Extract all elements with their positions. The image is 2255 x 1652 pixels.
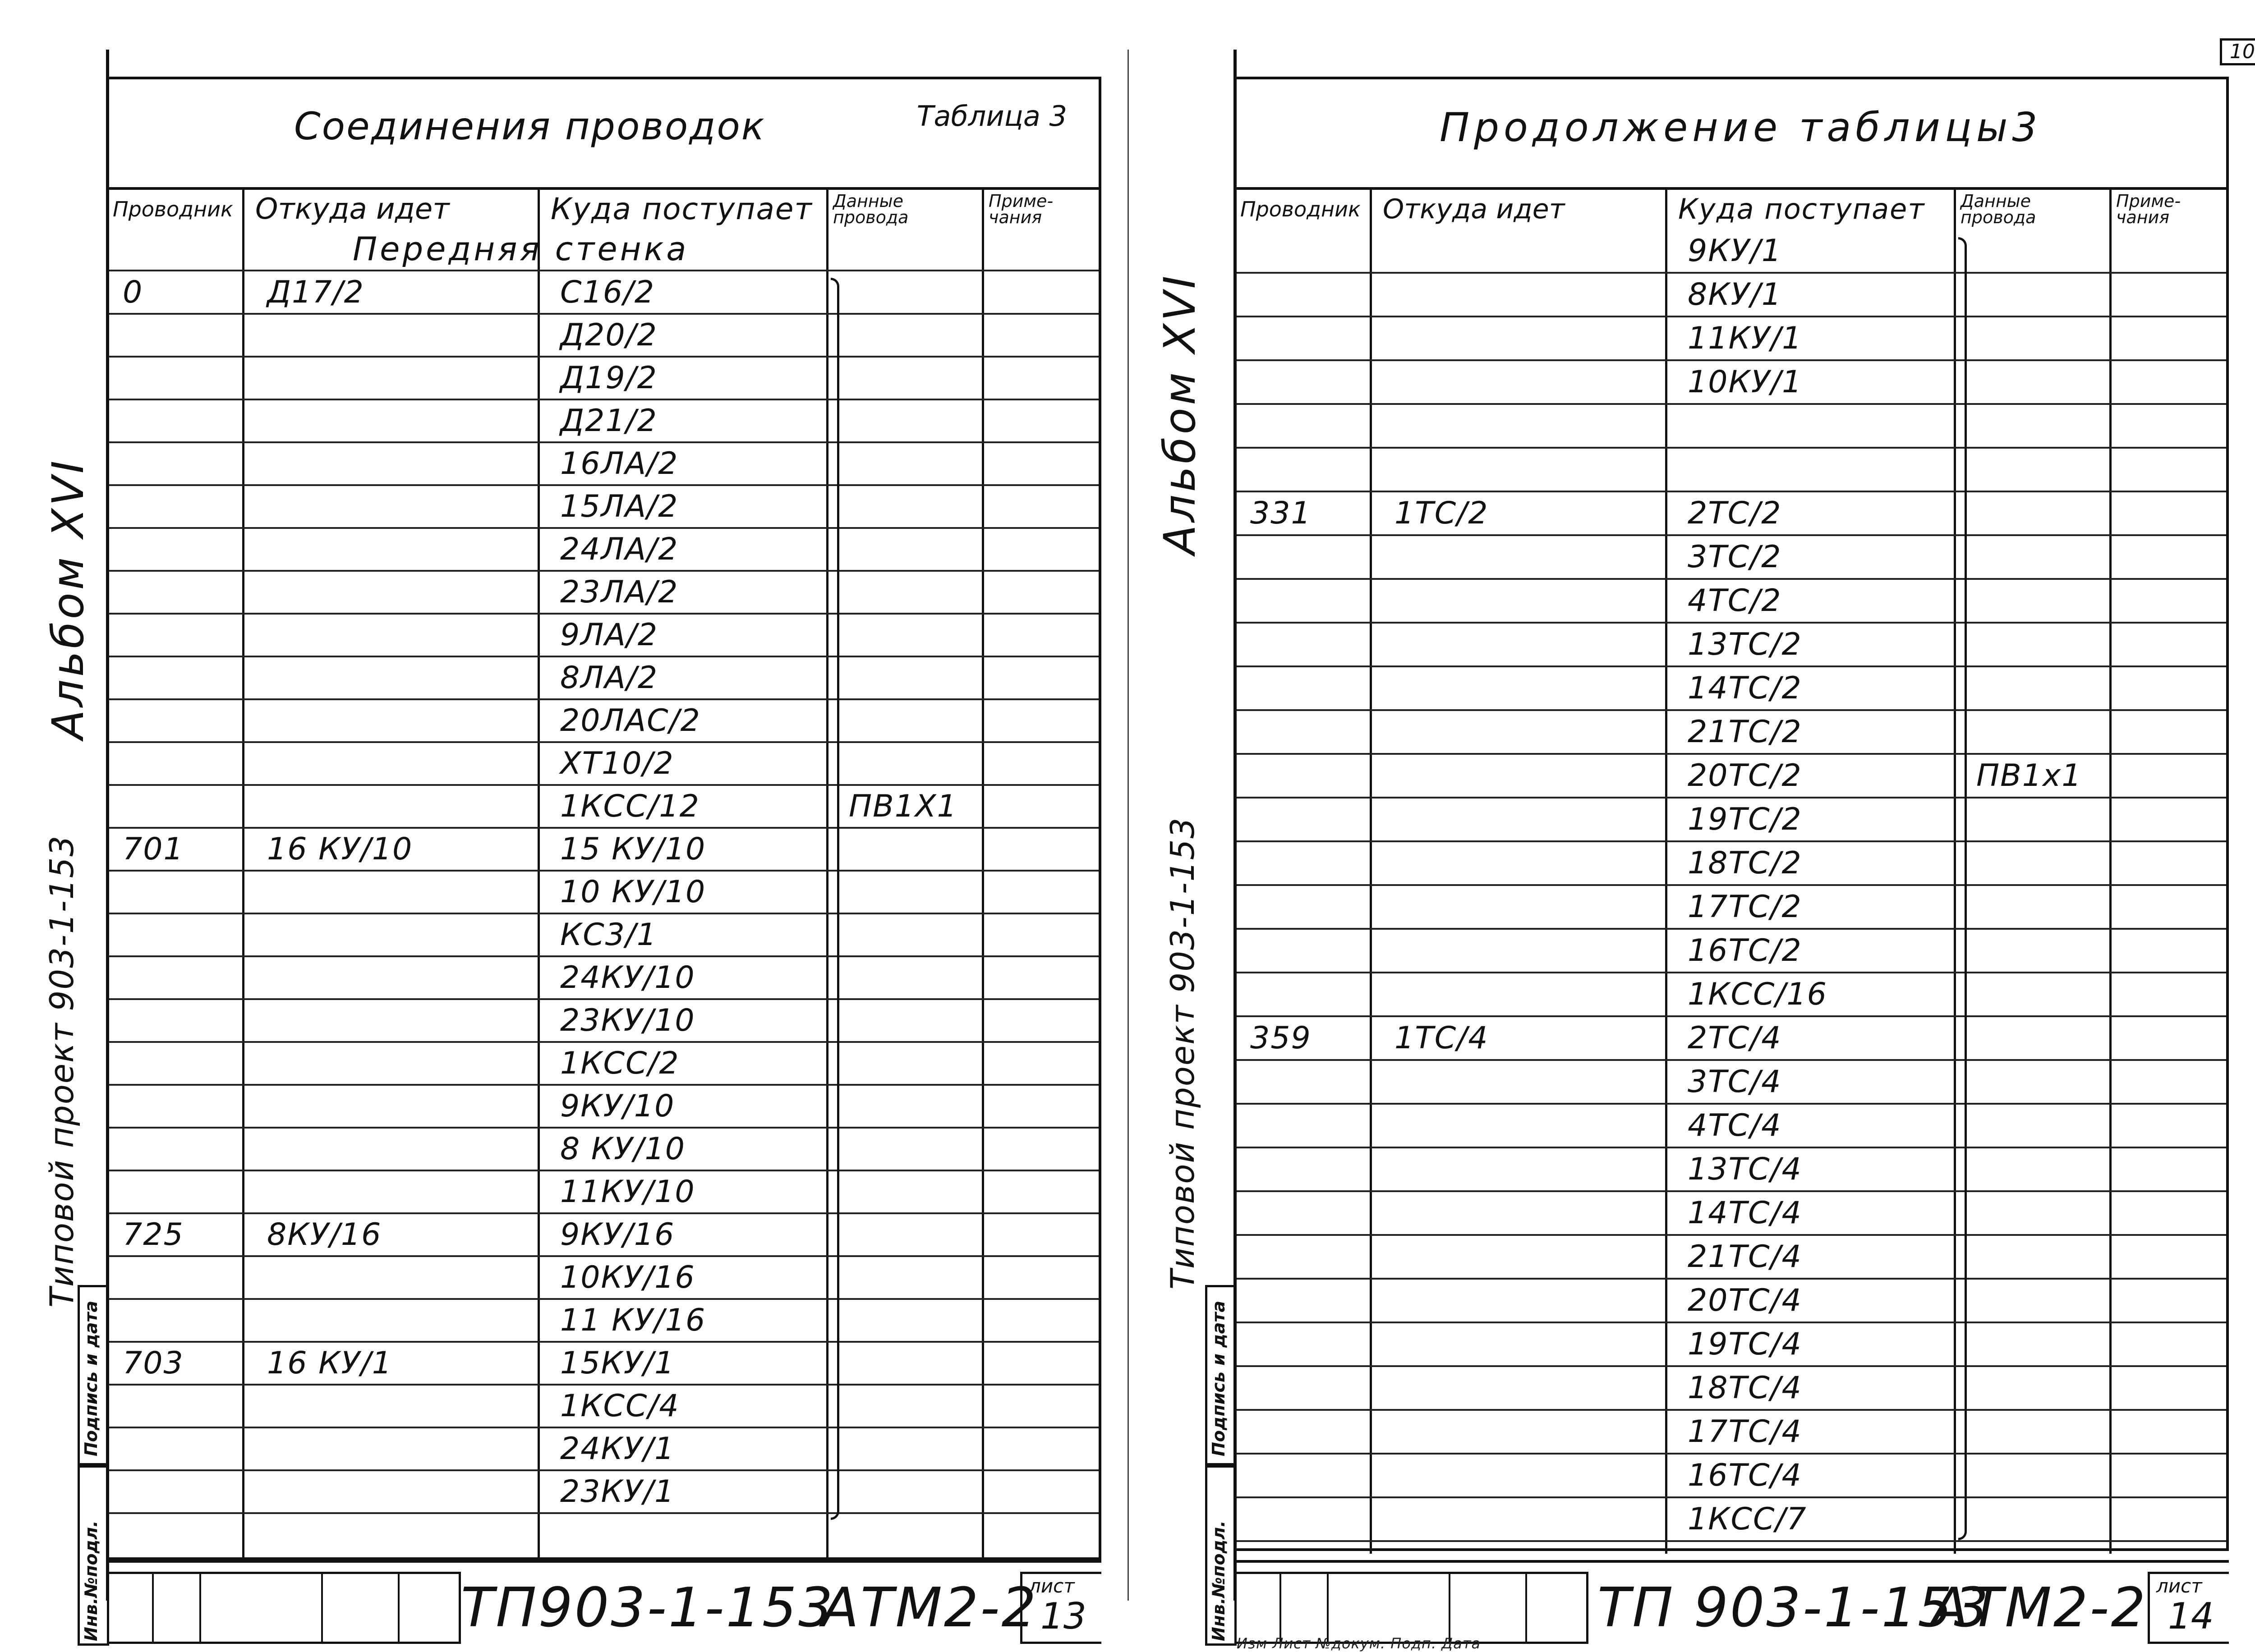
cell-to: Д20/2: [560, 317, 658, 353]
signature-date-label: Подпись и дата: [1209, 1300, 1229, 1456]
wiring-table-left: [109, 77, 1101, 1560]
cell-to: 20ЛАС/2: [560, 703, 701, 739]
cell-to: 9КУ/1: [1688, 233, 1782, 269]
sheet-left: [81, 50, 1101, 1641]
col-header-conductor: Проводник: [1237, 190, 1372, 228]
cell-to: 24КУ/1: [560, 1431, 675, 1467]
stamp-revision-grid: [1237, 1572, 1588, 1644]
title-block-right: [1237, 1560, 2229, 1652]
cell-conductor: 703: [123, 1345, 184, 1381]
page-number: 10: [2220, 38, 2255, 65]
cell-to: 16ЛА/2: [560, 446, 679, 482]
col-header-to: Куда поступает: [540, 190, 828, 228]
drawing-code: ТП903-1-153: [461, 1577, 835, 1639]
cell-to: 9КУ/16: [560, 1217, 675, 1253]
table-header-right: [1237, 79, 2226, 190]
cell-to: 11КУ/10: [560, 1174, 695, 1210]
row-divider: [1237, 1540, 2226, 1542]
sheet-label: лист: [1029, 1575, 1075, 1597]
stamp-grid-line: [1449, 1572, 1450, 1644]
cell-to: 8КУ/1: [1688, 277, 1782, 312]
project-label-right: Типовой проект 903-1-153: [1164, 817, 1201, 1289]
page-fold: [1128, 50, 1129, 1601]
col-divider: [826, 190, 828, 1563]
col-header-notes: Приме-чания: [989, 191, 1054, 227]
table-title: Продолжение таблицы3: [1440, 104, 2042, 151]
project-label-left: Типовой проект 903-1-153: [43, 835, 81, 1308]
col-divider: [982, 190, 984, 1563]
cell-to: 2ТС/4: [1688, 1020, 1782, 1056]
cell-to: 24КУ/10: [560, 960, 695, 996]
cell-to: 15ЛА/2: [560, 489, 679, 524]
cell-to: 1КСС/2: [560, 1046, 680, 1081]
sheet-number: 13: [1040, 1595, 1086, 1637]
cell-from: Д17/2: [267, 275, 364, 310]
cell-from: 16 КУ/1: [267, 1345, 393, 1381]
cell-to: 23КУ/10: [560, 1003, 695, 1038]
cell-to: 19ТС/2: [1688, 802, 1802, 837]
cell-to: 9ЛА/2: [560, 617, 658, 653]
col-header-wire: Данные провода: [828, 190, 984, 228]
stamp-grid-line: [152, 1572, 154, 1644]
cell-to: 18ТС/4: [1688, 1370, 1802, 1406]
row-divider: [1237, 403, 2226, 405]
table-header-left: [109, 79, 1099, 190]
col-divider: [1665, 190, 1667, 1554]
cell-to: КС3/1: [560, 917, 658, 953]
sheet-right: [1209, 40, 2255, 1652]
cell-conductor: 331: [1250, 496, 1312, 531]
cell-conductor: 725: [123, 1217, 184, 1253]
cell-to: 15 КУ/10: [560, 831, 706, 867]
wiring-table-right: [1237, 77, 2229, 1551]
album-label-right: Альбом XVI: [1155, 273, 1205, 555]
col-header-from: Откуда идет: [1372, 190, 1667, 228]
cell-to: 19ТС/4: [1688, 1326, 1802, 1362]
cell-wire-spec: ПВ1х1: [1976, 758, 2082, 794]
cell-from: 16 КУ/10: [267, 831, 413, 867]
cell-to: 1КСС/7: [1688, 1501, 1807, 1537]
col-header-notes: Приме-чания: [2116, 191, 2181, 227]
cell-to: 16ТС/4: [1688, 1458, 1802, 1493]
col-divider: [538, 190, 540, 1563]
inventory-label: Инв.№подл.: [81, 1520, 101, 1641]
section-title: Передняя стенка: [353, 230, 689, 268]
col-header-from: Откуда идет: [244, 190, 540, 228]
cell-conductor: 701: [123, 831, 184, 867]
stamp-grid-line: [1327, 1572, 1329, 1644]
stamp-grid-line: [398, 1572, 400, 1644]
cell-to: 11 КУ/16: [560, 1303, 706, 1338]
cell-conductor: 359: [1250, 1020, 1312, 1056]
cell-to: 14ТС/2: [1688, 670, 1802, 706]
cell-to: 10КУ/16: [560, 1260, 695, 1295]
stamp-revision-grid: [109, 1572, 461, 1644]
cell-to: 8ЛА/2: [560, 660, 658, 696]
cell-to: 8 КУ/10: [560, 1131, 686, 1167]
album-label-left: Альбом XVI: [43, 458, 93, 739]
cell-conductor: 0: [123, 275, 143, 310]
document-code: АТМ2-2: [822, 1577, 1038, 1639]
cell-to: 15КУ/1: [560, 1345, 675, 1381]
stamp-grid-line: [1279, 1572, 1281, 1644]
cell-to: 23КУ/1: [560, 1474, 675, 1510]
sheet-label: лист: [2156, 1575, 2202, 1597]
cell-wire-spec: ПВ1Х1: [849, 789, 957, 824]
cell-to: 24ЛА/2: [560, 532, 679, 567]
col-divider: [2109, 190, 2112, 1554]
cell-to: 21ТС/4: [1688, 1239, 1802, 1275]
cell-to: 11КУ/1: [1688, 321, 1803, 356]
cell-to: 21ТС/2: [1688, 714, 1802, 750]
cell-to: С16/2: [560, 275, 655, 310]
wire-spec-brace: [831, 278, 839, 1520]
col-divider: [1370, 190, 1372, 1554]
cell-to: 1КСС/12: [560, 789, 700, 824]
cell-to: 3ТС/4: [1688, 1064, 1782, 1100]
col-header-conductor: Проводник: [109, 190, 244, 228]
cell-to: Д19/2: [560, 360, 658, 396]
cell-to: 23ЛА/2: [560, 574, 679, 610]
stamp-grid-line: [199, 1572, 201, 1644]
row-divider: [109, 1512, 1099, 1514]
drawing-code: ТП 903-1-153: [1597, 1577, 1990, 1639]
cell-to: 20ТС/2: [1688, 758, 1802, 794]
cell-to: 14ТС/4: [1688, 1195, 1802, 1231]
signature-date-label: Подпись и дата: [81, 1300, 101, 1456]
cell-to: 9КУ/10: [560, 1088, 675, 1124]
wire-spec-brace: [1958, 237, 1967, 1540]
col-header-to: Куда поступает: [1667, 190, 1956, 228]
cell-to: 4ТС/4: [1688, 1108, 1782, 1143]
sheet-number-box: [1020, 1572, 1101, 1644]
stamp-grid-line: [1525, 1572, 1527, 1644]
cell-to: 20ТС/4: [1688, 1283, 1802, 1318]
cell-to: 4ТС/2: [1688, 583, 1782, 619]
table-title: Соединения проводок: [294, 104, 766, 148]
cell-to: 17ТС/2: [1688, 889, 1802, 925]
title-block-left: [109, 1560, 1101, 1648]
col-divider: [242, 190, 244, 1563]
stamp-field-labels: Изм Лист №докум. Подп. Дата: [1237, 1635, 1481, 1652]
cell-to: 17ТС/4: [1688, 1414, 1802, 1450]
cell-to: 1КСС/16: [1688, 977, 1827, 1012]
inventory-label: Инв.№подл.: [1209, 1520, 1229, 1641]
col-divider: [1954, 190, 1956, 1554]
col-header-wire: Данные провода: [1956, 190, 2112, 228]
cell-to: 3ТС/2: [1688, 539, 1782, 575]
cell-to: ХТ10/2: [560, 746, 674, 781]
cell-from: 1ТС/4: [1394, 1020, 1489, 1056]
table-caption: Таблица 3: [916, 100, 1067, 133]
cell-to: 16ТС/2: [1688, 933, 1802, 968]
cell-to: 2ТС/2: [1688, 496, 1782, 531]
cell-to: Д21/2: [560, 403, 658, 439]
row-divider: [1237, 447, 2226, 449]
document-code: АТМ2-2: [1931, 1577, 2147, 1639]
cell-from: 1ТС/2: [1394, 496, 1489, 531]
cell-to: 1КСС/4: [560, 1388, 680, 1424]
cell-to: 13ТС/2: [1688, 627, 1802, 662]
cell-to: 10 КУ/10: [560, 874, 706, 910]
cell-to: 18ТС/2: [1688, 845, 1802, 881]
stamp-grid-line: [321, 1572, 323, 1644]
cell-to: 10КУ/1: [1688, 364, 1803, 400]
cell-to: 13ТС/4: [1688, 1152, 1802, 1187]
sheet-number: 14: [2168, 1595, 2214, 1637]
sheet-number-box: [2148, 1572, 2229, 1644]
cell-from: 8КУ/16: [267, 1217, 382, 1253]
